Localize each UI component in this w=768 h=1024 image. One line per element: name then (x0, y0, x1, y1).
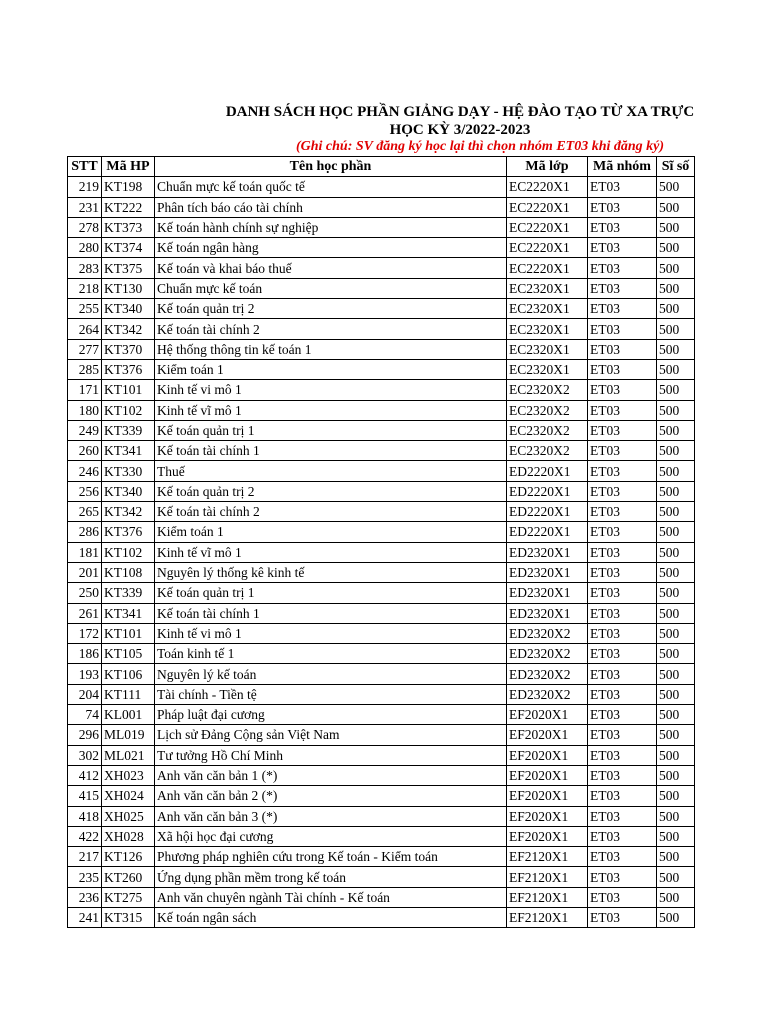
cell-stt: 412 (68, 765, 102, 785)
cell-ma-lop: EC2220X1 (507, 197, 588, 217)
cell-ten-hoc-phan: Kế toán tài chính 2 (155, 502, 507, 522)
cell-ten-hoc-phan: Tư tưởng Hồ Chí Minh (155, 745, 507, 765)
registration-note: (Ghi chú: SV đăng ký học lại thì chọn nhóm ET03 khi đăng ký) (295, 139, 665, 154)
cell-stt: 180 (68, 400, 102, 420)
cell-ma-nhom: ET03 (588, 461, 657, 481)
cell-si-so: 500 (657, 380, 695, 400)
cell-ten-hoc-phan: Kiểm toán 1 (155, 359, 507, 379)
table-row (68, 887, 695, 907)
cell-ma-hp: KT374 (102, 238, 155, 258)
cell-si-so: 500 (657, 725, 695, 745)
cell-ma-nhom: ET03 (588, 623, 657, 643)
cell-ma-nhom: ET03 (588, 238, 657, 258)
cell-ma-lop: ED2320X1 (507, 603, 588, 623)
cell-ma-lop: EC2320X2 (507, 420, 588, 440)
cell-ma-hp: KT373 (102, 217, 155, 237)
cell-ma-nhom: ET03 (588, 705, 657, 725)
table-row (68, 177, 695, 197)
cell-ma-lop: EF2020X1 (507, 725, 588, 745)
cell-ma-nhom: ET03 (588, 380, 657, 400)
cell-stt: 241 (68, 907, 102, 927)
cell-ma-nhom: ET03 (588, 339, 657, 359)
cell-ma-hp: KT102 (102, 542, 155, 562)
cell-ma-lop: ED2320X1 (507, 562, 588, 582)
cell-ma-hp: KT330 (102, 461, 155, 481)
cell-ma-hp: KT111 (102, 684, 155, 704)
cell-ma-lop: ED2320X2 (507, 623, 588, 643)
header-ma-hp: Mã HP (102, 157, 155, 177)
cell-si-so: 500 (657, 887, 695, 907)
table-row (68, 197, 695, 217)
cell-ma-lop: EC2320X2 (507, 380, 588, 400)
cell-ma-hp: KT198 (102, 177, 155, 197)
cell-stt: 286 (68, 522, 102, 542)
cell-ma-lop: EF2020X1 (507, 806, 588, 826)
cell-ma-lop: EC2320X1 (507, 359, 588, 379)
cell-stt: 296 (68, 725, 102, 745)
table-row (68, 217, 695, 237)
table-row (68, 786, 695, 806)
cell-ma-hp: XH024 (102, 786, 155, 806)
cell-ma-hp: KT339 (102, 420, 155, 440)
cell-si-so: 500 (657, 502, 695, 522)
table-row (68, 380, 695, 400)
cell-ma-nhom: ET03 (588, 826, 657, 846)
cell-ma-lop: ED2320X2 (507, 664, 588, 684)
table-row (68, 359, 695, 379)
cell-ma-hp: KT376 (102, 359, 155, 379)
header-stt: STT (68, 157, 102, 177)
table-row (68, 867, 695, 887)
cell-ten-hoc-phan: Xã hội học đại cương (155, 826, 507, 846)
cell-ma-nhom: ET03 (588, 887, 657, 907)
cell-ma-nhom: ET03 (588, 420, 657, 440)
table-row (68, 400, 695, 420)
cell-stt: 74 (68, 705, 102, 725)
header-ma-nhom: Mã nhóm (588, 157, 657, 177)
table-row (68, 441, 695, 461)
cell-ma-hp: XH028 (102, 826, 155, 846)
cell-ma-lop: EC2320X1 (507, 278, 588, 298)
cell-si-so: 500 (657, 644, 695, 664)
cell-ma-lop: EF2120X1 (507, 907, 588, 927)
cell-ten-hoc-phan: Kế toán hành chính sự nghiệp (155, 217, 507, 237)
cell-ten-hoc-phan: Anh văn căn bản 2 (*) (155, 786, 507, 806)
cell-ma-lop: EF2020X1 (507, 745, 588, 765)
cell-si-so: 500 (657, 400, 695, 420)
cell-si-so: 500 (657, 826, 695, 846)
cell-ten-hoc-phan: Pháp luật đại cương (155, 705, 507, 725)
cell-si-so: 500 (657, 197, 695, 217)
cell-ma-nhom: ET03 (588, 907, 657, 927)
cell-ma-nhom: ET03 (588, 481, 657, 501)
cell-ma-hp: KT105 (102, 644, 155, 664)
cell-ma-nhom: ET03 (588, 258, 657, 278)
cell-stt: 249 (68, 420, 102, 440)
table-row (68, 238, 695, 258)
cell-stt: 201 (68, 562, 102, 582)
cell-ma-nhom: ET03 (588, 684, 657, 704)
cell-si-so: 500 (657, 217, 695, 237)
cell-si-so: 500 (657, 806, 695, 826)
cell-stt: 418 (68, 806, 102, 826)
cell-ten-hoc-phan: Kế toán tài chính 2 (155, 319, 507, 339)
cell-ten-hoc-phan: Kế toán quản trị 2 (155, 481, 507, 501)
table-row (68, 603, 695, 623)
cell-ten-hoc-phan: Kế toán tài chính 1 (155, 603, 507, 623)
table-row (68, 806, 695, 826)
cell-si-so: 500 (657, 441, 695, 461)
cell-ten-hoc-phan: Tài chính - Tiền tệ (155, 684, 507, 704)
cell-ma-nhom: ET03 (588, 786, 657, 806)
cell-si-so: 500 (657, 664, 695, 684)
cell-ma-nhom: ET03 (588, 725, 657, 745)
cell-stt: 256 (68, 481, 102, 501)
cell-ten-hoc-phan: Kế toán ngân sách (155, 907, 507, 927)
cell-stt: 217 (68, 847, 102, 867)
cell-ma-lop: EF2120X1 (507, 847, 588, 867)
cell-ma-lop: EF2120X1 (507, 867, 588, 887)
cell-ten-hoc-phan: Anh văn căn bản 1 (*) (155, 765, 507, 785)
cell-stt: 285 (68, 359, 102, 379)
cell-ma-nhom: ET03 (588, 522, 657, 542)
cell-ma-hp: KT376 (102, 522, 155, 542)
cell-ma-lop: ED2220X1 (507, 481, 588, 501)
cell-ma-lop: ED2320X2 (507, 684, 588, 704)
cell-ma-nhom: ET03 (588, 197, 657, 217)
cell-ma-lop: EC2320X2 (507, 400, 588, 420)
cell-ten-hoc-phan: Nguyên lý thống kê kinh tế (155, 562, 507, 582)
cell-ma-hp: KT106 (102, 664, 155, 684)
cell-ma-nhom: ET03 (588, 441, 657, 461)
cell-si-so: 500 (657, 583, 695, 603)
table-row (68, 522, 695, 542)
cell-ma-hp: ML021 (102, 745, 155, 765)
cell-ma-lop: EC2320X2 (507, 441, 588, 461)
cell-ma-lop: ED2320X1 (507, 583, 588, 603)
cell-ma-lop: ED2220X1 (507, 461, 588, 481)
header-ma-lop: Mã lớp (507, 157, 588, 177)
cell-ten-hoc-phan: Kế toán quản trị 1 (155, 583, 507, 603)
cell-stt: 277 (68, 339, 102, 359)
cell-si-so: 500 (657, 705, 695, 725)
cell-ma-lop: ED2320X2 (507, 644, 588, 664)
cell-ten-hoc-phan: Phương pháp nghiên cứu trong Kế toán - Kiểm toán (155, 847, 507, 867)
table-row (68, 542, 695, 562)
header-ten-hoc-phan: Tên học phần (155, 157, 507, 177)
table-row (68, 461, 695, 481)
cell-stt: 235 (68, 867, 102, 887)
cell-stt: 172 (68, 623, 102, 643)
cell-ma-hp: KT260 (102, 867, 155, 887)
course-table (67, 156, 695, 928)
table-row (68, 826, 695, 846)
cell-ma-hp: XH025 (102, 806, 155, 826)
cell-ma-hp: KT108 (102, 562, 155, 582)
cell-ma-lop: EC2220X1 (507, 238, 588, 258)
table-row (68, 765, 695, 785)
cell-ma-nhom: ET03 (588, 664, 657, 684)
header-si-so: Sĩ số (657, 157, 695, 177)
cell-si-so: 500 (657, 461, 695, 481)
cell-ma-hp: KT342 (102, 502, 155, 522)
cell-ma-nhom: ET03 (588, 745, 657, 765)
cell-ten-hoc-phan: Kinh tế vĩ mô 1 (155, 542, 507, 562)
cell-si-so: 500 (657, 238, 695, 258)
cell-si-so: 500 (657, 867, 695, 887)
table-row (68, 562, 695, 582)
cell-si-so: 500 (657, 765, 695, 785)
cell-ma-hp: KT101 (102, 623, 155, 643)
cell-ma-nhom: ET03 (588, 603, 657, 623)
cell-si-so: 500 (657, 299, 695, 319)
cell-ma-hp: KT315 (102, 907, 155, 927)
document-subtitle: HỌC KỲ 3/2022-2023 (389, 122, 531, 138)
cell-ma-lop: EF2020X1 (507, 786, 588, 806)
table-header-row (68, 157, 695, 177)
cell-si-so: 500 (657, 603, 695, 623)
cell-si-so: 500 (657, 562, 695, 582)
cell-ten-hoc-phan: Kinh tế vi mô 1 (155, 623, 507, 643)
cell-ten-hoc-phan: Kinh tế vĩ mô 1 (155, 400, 507, 420)
cell-ten-hoc-phan: Chuẩn mực kế toán (155, 278, 507, 298)
cell-ma-nhom: ET03 (588, 299, 657, 319)
cell-si-so: 500 (657, 847, 695, 867)
cell-ten-hoc-phan: Anh văn căn bản 3 (*) (155, 806, 507, 826)
cell-ma-hp: KT341 (102, 441, 155, 461)
table-row (68, 339, 695, 359)
cell-ma-lop: EC2220X1 (507, 177, 588, 197)
table-row (68, 847, 695, 867)
cell-ten-hoc-phan: Phân tích báo cáo tài chính (155, 197, 507, 217)
cell-ma-hp: ML019 (102, 725, 155, 745)
cell-ten-hoc-phan: Kế toán quản trị 1 (155, 420, 507, 440)
table-row (68, 258, 695, 278)
cell-ma-hp: KT375 (102, 258, 155, 278)
document-title: DANH SÁCH HỌC PHẦN GIẢNG DẠY - HỆ ĐÀO TẠO TỪ XA TRỰC (225, 104, 695, 120)
cell-si-so: 500 (657, 684, 695, 704)
cell-ma-lop: EF2020X1 (507, 705, 588, 725)
cell-ma-nhom: ET03 (588, 400, 657, 420)
cell-ma-nhom: ET03 (588, 177, 657, 197)
cell-stt: 204 (68, 684, 102, 704)
cell-ma-nhom: ET03 (588, 319, 657, 339)
table-row (68, 278, 695, 298)
cell-si-so: 500 (657, 907, 695, 927)
cell-ma-hp: KT101 (102, 380, 155, 400)
cell-ten-hoc-phan: Kế toán và khai báo thuế (155, 258, 507, 278)
table-row (68, 705, 695, 725)
cell-stt: 260 (68, 441, 102, 461)
cell-ten-hoc-phan: Lịch sử Đảng Cộng sản Việt Nam (155, 725, 507, 745)
cell-si-so: 500 (657, 177, 695, 197)
cell-ma-hp: KT340 (102, 481, 155, 501)
cell-stt: 186 (68, 644, 102, 664)
cell-ma-hp: KT275 (102, 887, 155, 907)
cell-si-so: 500 (657, 420, 695, 440)
cell-ten-hoc-phan: Kế toán quản trị 2 (155, 299, 507, 319)
table-row (68, 299, 695, 319)
table-row (68, 420, 695, 440)
cell-stt: 278 (68, 217, 102, 237)
table-row (68, 684, 695, 704)
cell-ten-hoc-phan: Thuế (155, 461, 507, 481)
cell-ma-hp: KT340 (102, 299, 155, 319)
cell-ten-hoc-phan: Kiểm toán 1 (155, 522, 507, 542)
cell-ma-lop: ED2220X1 (507, 502, 588, 522)
cell-si-so: 500 (657, 359, 695, 379)
cell-ma-lop: ED2220X1 (507, 522, 588, 542)
cell-ma-hp: KT370 (102, 339, 155, 359)
cell-ma-lop: EF2020X1 (507, 826, 588, 846)
cell-stt: 219 (68, 177, 102, 197)
cell-ma-lop: EF2020X1 (507, 765, 588, 785)
cell-si-so: 500 (657, 786, 695, 806)
cell-si-so: 500 (657, 522, 695, 542)
table-row (68, 623, 695, 643)
cell-ten-hoc-phan: Hệ thống thông tin kế toán 1 (155, 339, 507, 359)
cell-ma-lop: EF2120X1 (507, 887, 588, 907)
cell-stt: 246 (68, 461, 102, 481)
cell-si-so: 500 (657, 542, 695, 562)
cell-stt: 250 (68, 583, 102, 603)
cell-ma-hp: XH023 (102, 765, 155, 785)
table-row (68, 502, 695, 522)
cell-ten-hoc-phan: Chuẩn mực kế toán quốc tế (155, 177, 507, 197)
cell-ma-nhom: ET03 (588, 644, 657, 664)
table-row (68, 907, 695, 927)
cell-ma-nhom: ET03 (588, 217, 657, 237)
cell-stt: 415 (68, 786, 102, 806)
cell-ten-hoc-phan: Toán kinh tế 1 (155, 644, 507, 664)
cell-ten-hoc-phan: Anh văn chuyên ngành Tài chính - Kế toán (155, 887, 507, 907)
cell-si-so: 500 (657, 258, 695, 278)
table-row (68, 319, 695, 339)
table-row (68, 481, 695, 501)
cell-ten-hoc-phan: Kế toán tài chính 1 (155, 441, 507, 461)
cell-ma-nhom: ET03 (588, 806, 657, 826)
cell-stt: 302 (68, 745, 102, 765)
cell-ma-lop: EC2320X1 (507, 319, 588, 339)
cell-ma-lop: EC2220X1 (507, 258, 588, 278)
cell-ma-nhom: ET03 (588, 278, 657, 298)
cell-ma-lop: EC2320X1 (507, 339, 588, 359)
table-body (68, 177, 695, 928)
cell-ma-hp: KT130 (102, 278, 155, 298)
cell-ma-nhom: ET03 (588, 502, 657, 522)
cell-si-so: 500 (657, 339, 695, 359)
cell-ma-hp: KT339 (102, 583, 155, 603)
cell-stt: 283 (68, 258, 102, 278)
cell-ma-nhom: ET03 (588, 583, 657, 603)
cell-stt: 181 (68, 542, 102, 562)
cell-ma-lop: EC2320X1 (507, 299, 588, 319)
cell-ma-hp: KT342 (102, 319, 155, 339)
cell-ma-hp: KT102 (102, 400, 155, 420)
cell-si-so: 500 (657, 278, 695, 298)
cell-stt: 218 (68, 278, 102, 298)
cell-si-so: 500 (657, 745, 695, 765)
cell-ten-hoc-phan: Ứng dụng phần mềm trong kế toán (155, 867, 507, 887)
cell-ma-hp: KT341 (102, 603, 155, 623)
cell-ma-nhom: ET03 (588, 562, 657, 582)
cell-stt: 265 (68, 502, 102, 522)
cell-stt: 264 (68, 319, 102, 339)
cell-stt: 280 (68, 238, 102, 258)
cell-ma-lop: EC2220X1 (507, 217, 588, 237)
cell-ten-hoc-phan: Kế toán ngân hàng (155, 238, 507, 258)
table-row (68, 725, 695, 745)
cell-ten-hoc-phan: Kinh tế vi mô 1 (155, 380, 507, 400)
cell-stt: 261 (68, 603, 102, 623)
cell-ten-hoc-phan: Nguyên lý kế toán (155, 664, 507, 684)
cell-stt: 236 (68, 887, 102, 907)
cell-ma-nhom: ET03 (588, 867, 657, 887)
table-row (68, 664, 695, 684)
cell-ma-nhom: ET03 (588, 542, 657, 562)
cell-stt: 171 (68, 380, 102, 400)
cell-stt: 422 (68, 826, 102, 846)
cell-ma-nhom: ET03 (588, 765, 657, 785)
cell-si-so: 500 (657, 481, 695, 501)
cell-ma-nhom: ET03 (588, 847, 657, 867)
cell-ma-hp: KL001 (102, 705, 155, 725)
cell-si-so: 500 (657, 319, 695, 339)
cell-stt: 193 (68, 664, 102, 684)
cell-si-so: 500 (657, 623, 695, 643)
cell-ma-hp: KT126 (102, 847, 155, 867)
table-row (68, 583, 695, 603)
cell-ma-hp: KT222 (102, 197, 155, 217)
cell-stt: 255 (68, 299, 102, 319)
cell-ma-lop: ED2320X1 (507, 542, 588, 562)
table-row (68, 644, 695, 664)
cell-stt: 231 (68, 197, 102, 217)
table-row (68, 745, 695, 765)
cell-ma-nhom: ET03 (588, 359, 657, 379)
